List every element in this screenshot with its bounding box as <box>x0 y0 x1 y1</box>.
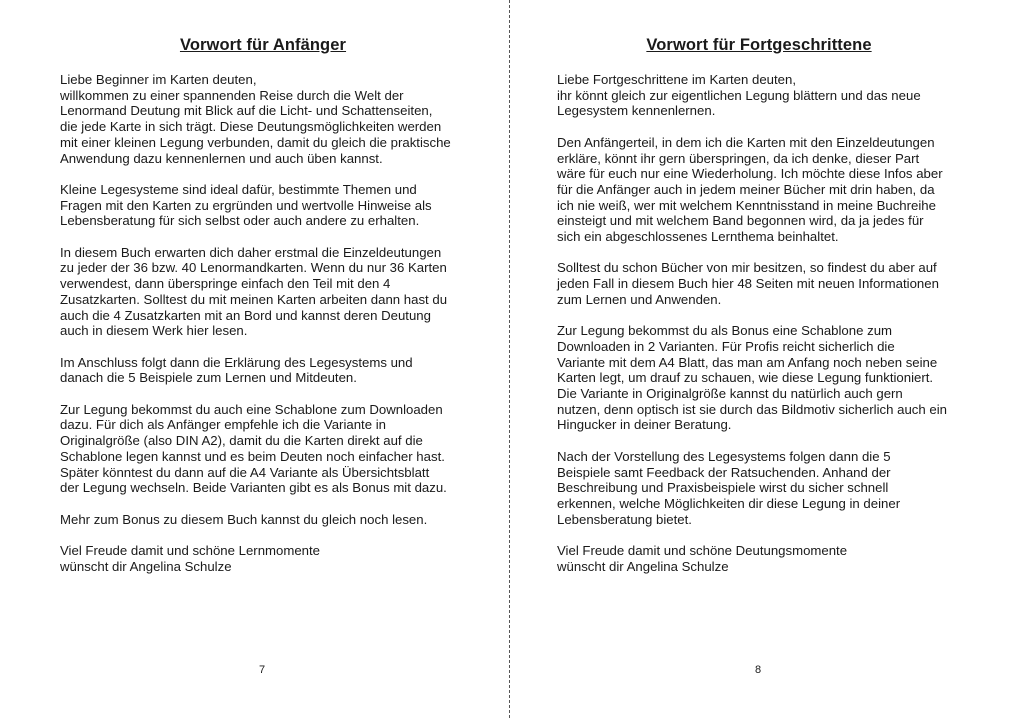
text-line: Später könntest du dann auf die A4 Variante als Übersichtsblatt <box>60 464 430 480</box>
text-line: dazu. Für dich als Anfänger empfehle ich die Variante in <box>60 417 386 433</box>
text-line: Liebe Fortgeschrittene im Karten deuten, <box>557 72 796 87</box>
text-line: Zusatzkarten. Solltest du mit meinen Karten arbeiten dann hast du <box>60 291 448 307</box>
text-line: auch in diesem Werk hier lesen. <box>60 323 248 339</box>
text-line: der Legung wechseln. Beide Varianten gibt es als Bonus mit dazu. <box>60 480 447 496</box>
text-line: Originalgröße (also DIN A2), damit du die Karten direkt auf die <box>60 433 423 449</box>
text-line: Karten legt, um drauf zu schauen, wie diese Legung funktioniert. <box>557 370 934 386</box>
paragraph <box>60 182 480 229</box>
paragraph <box>557 135 987 245</box>
text-line: Schablone legen kannst und es beim Deuten noch einfacher hast. <box>60 448 445 464</box>
page-number: 7 <box>259 664 266 676</box>
page-body <box>60 72 480 590</box>
text-line: willkommen zu einer spannenden Reise durch die Welt der <box>60 87 404 103</box>
text-line: für die Anfänger auch in jedem meiner Bücher mit drin haben, da <box>557 181 935 197</box>
text-line: Nach der Vorstellung des Legesystems folgen dann die 5 <box>557 448 891 464</box>
text-line: nutzen, denn optisch ist sie durch das Bildmotiv sicherlich auch ein <box>557 401 947 417</box>
page-title: Vorwort für Anfänger <box>179 36 347 54</box>
paragraph <box>557 543 987 574</box>
text-line: ihr könnt gleich zur eigentlichen Legung blättern und das neue <box>557 87 921 103</box>
text-line: Die Variante in Originalgröße kannst du natürlich auch gern <box>557 386 903 402</box>
text-line: In diesem Buch erwarten dich daher erstmal die Einzeldeutungen <box>60 244 442 260</box>
paragraph <box>60 245 480 339</box>
text-line: ich nie weiß, wer mit welchem Kenntnisstand in meine Buchreihe <box>557 197 936 213</box>
paragraph <box>60 512 480 528</box>
text-line: Viel Freude damit und schöne Deutungsmomente <box>557 543 848 559</box>
text-line: einsteigt und mit welchem Band begonnen wird, da ja jedes für <box>557 213 924 229</box>
text-line: Legesystem kennenlernen. <box>557 103 716 119</box>
text-line: die jede Karte in sich trägt. Diese Deutungsmöglichkeiten werden <box>60 119 442 135</box>
text-line: auch die 4 Zusatzkarten mit an Bord und kannst deren Deutung <box>60 307 431 323</box>
text-line: Kleine Legesysteme sind ideal dafür, bestimmte Themen und <box>60 181 417 197</box>
text-line: wäre für euch nur eine Wiederholung. Ich möchte diese Infos aber <box>557 166 943 182</box>
right-page <box>510 0 1020 718</box>
text-line: jeden Fall in diesem Buch hier 48 Seiten mit neuen Informationen <box>557 276 939 292</box>
paragraph <box>60 72 480 166</box>
text-line: verwendest, dann überspringe einfach den Teil mit den 4 <box>60 276 391 292</box>
text-line: Hingucker in deiner Beratung. <box>557 417 732 433</box>
page-number: 8 <box>755 664 762 676</box>
text-line: Lenormand Deutung mit Blick auf die Licht- und Schattenseiten, <box>60 103 433 119</box>
text-line: wünscht dir Angelina Schulze <box>60 558 232 574</box>
text-line: Zur Legung bekommst du als Bonus eine Schablone zum <box>557 323 893 339</box>
paragraph <box>557 323 987 433</box>
text-line: erkläre, könnt ihr gern überspringen, da ich denke, dieser Part <box>557 150 920 166</box>
text-line: Liebe Beginner im Karten deuten, <box>60 72 257 87</box>
paragraph <box>60 543 480 574</box>
text-line: wünscht dir Angelina Schulze <box>557 558 729 574</box>
paragraph <box>557 449 987 528</box>
text-line: Beispiele samt Feedback der Ratsuchenden. Anhand der <box>557 464 891 480</box>
text-line: Fragen mit den Karten zu ergründen und wertvolle Hinweise als <box>60 197 432 213</box>
text-line: Im Anschluss folgt dann die Erklärung des Legesystems und <box>60 354 413 370</box>
page-body <box>557 72 987 590</box>
paragraph <box>557 260 987 307</box>
text-line: zum Lernen und Anwenden. <box>557 291 722 307</box>
paragraph <box>557 72 987 119</box>
text-line: Den Anfängerteil, in dem ich die Karten mit den Einzeldeutungen <box>557 134 935 150</box>
text-line: Downloaden in 2 Varianten. Für Profis reicht sicherlich die <box>557 338 895 354</box>
text-line: Variante mit dem A4 Blatt, das man am Anfang noch neben seine <box>557 354 938 370</box>
text-line: Solltest du schon Bücher von mir besitzen, so findest du aber auf <box>557 260 937 276</box>
text-line: Beschreibung und Praxisbeispiele wirst du sicher schnell <box>557 480 889 496</box>
text-line: erkennen, welche Möglichkeiten dir diese Legung in deiner <box>557 495 901 511</box>
text-line: mit einer kleinen Legung verbunden, damit du gleich die praktische <box>60 134 451 150</box>
text-line: Zur Legung bekommst du auch eine Schablone zum Downloaden <box>60 401 443 417</box>
paragraph <box>60 402 480 496</box>
text-line: Mehr zum Bonus zu diesem Buch kannst du gleich noch lesen. <box>60 511 428 527</box>
text-line: danach die 5 Beispiele zum Lernen und Mitdeuten. <box>60 370 357 386</box>
text-line: Lebensberatung bietet. <box>557 511 692 527</box>
text-line: Anwendung dazu kennenlernen und auch üben kannst. <box>60 150 383 166</box>
paragraph <box>60 355 480 386</box>
page-title: Vorwort für Fortgeschrittene <box>646 36 872 54</box>
text-line: Viel Freude damit und schöne Lernmomente <box>60 543 320 558</box>
text-line: sich ein abgeschlossenes Lernthema beinhaltet. <box>557 229 839 245</box>
text-line: zu jeder der 36 bzw. 40 Lenormandkarten. Wenn du nur 36 Karten <box>60 260 447 276</box>
text-line: Lebensberatung für sich selbst oder auch andere zu erhalten. <box>60 213 420 229</box>
